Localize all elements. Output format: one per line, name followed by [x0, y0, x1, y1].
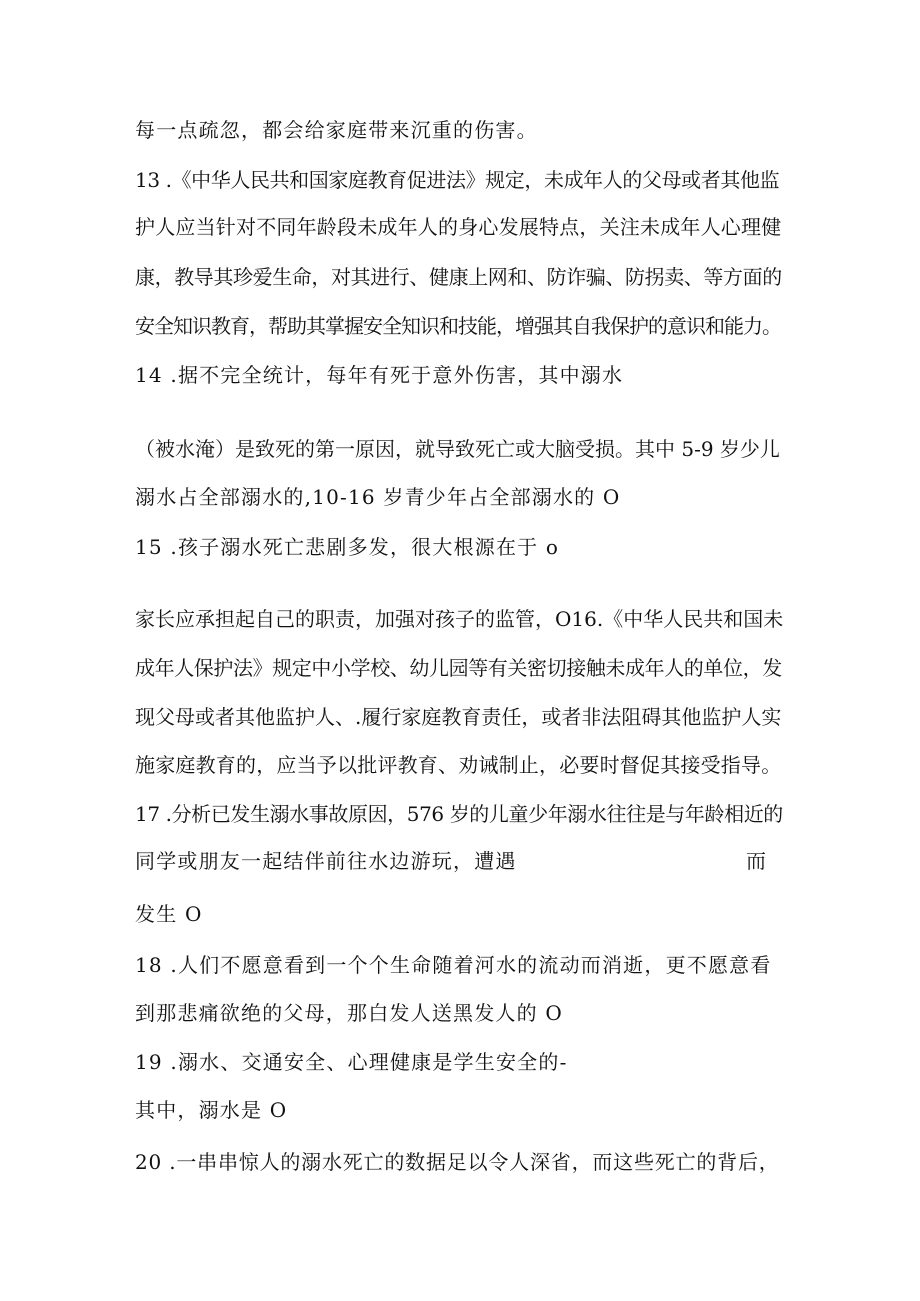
text-line-10: 家长应承担起自己的职责，加强对孩子的监管，O16.《中华人民共和国未: [135, 607, 784, 631]
text-line-6: 14 .据不完全统计，每年有死于意外伤害，其中溺水: [135, 363, 624, 387]
text-line-8: 溺水占全部溺水的,10-16 岁青少年占全部溺水的 O: [135, 485, 621, 509]
text-line-1: 每一点疏忽，都会给家庭带来沉重的伤害。: [135, 118, 538, 142]
text-line-4: 康，教导其珍爱生命，对其进行、健康上网和、防诈骗、防拐卖、等方面的: [135, 265, 782, 289]
text-line-21: 20 .一串串惊人的溺水死亡的数据足以令人深省，而这些死亡的背后，: [135, 1150, 780, 1174]
text-line-18: 到那悲痛欲绝的父母，那白发人送黑发人的 O: [135, 1001, 563, 1025]
text-line-11: 成年人保护法》规定中小学校、幼儿园等有关密切接触未成年人的单位，发: [135, 656, 782, 680]
text-line-13: 施家庭教育的，应当予以批评教育、劝诫制止，必要时督促其接受指导。: [135, 753, 782, 777]
text-line-5: 安全知识教育，帮助其掌握安全知识和技能，增强其自我保护的意识和能力。: [135, 314, 781, 338]
text-line-15: 同学或朋友一起结伴前往水边游玩，遭遇: [135, 849, 517, 873]
text-line-7: （被水淹）是致死的第一原因，就导致死亡或大脑受损。其中 5-9 岁少儿: [135, 437, 780, 461]
text-line-3: 护人应当针对不同年龄段未成年人的身心发展特点，关注未成年人心理健: [135, 215, 782, 239]
text-line-17: 18 .人们不愿意看到一个个生命随着河水的流动而消逝，更不愿意看: [135, 953, 772, 977]
text-line-15-end: 而: [746, 849, 766, 873]
text-line-12: 现父母或者其他监护人、.履行家庭教育责任，或者非法阻碍其他监护人实: [135, 705, 782, 729]
text-line-14: 17 .分析已发生溺水事故原因，576 岁的儿童少年溺水往往是与年龄相近的: [135, 802, 783, 826]
text-line-2: 13 .《中华人民共和国家庭教育促进法》规定，未成年人的父母或者其他监: [135, 168, 780, 192]
text-line-19: 19 .溺水、交通安全、心理健康是学生安全的-: [135, 1050, 568, 1074]
text-line-9: 15 .孩子溺水死亡悲剧多发，很大根源在于 o: [135, 535, 560, 559]
text-line-20: 其中，溺水是 O: [135, 1098, 288, 1122]
text-line-16: 发生 O: [135, 902, 203, 926]
